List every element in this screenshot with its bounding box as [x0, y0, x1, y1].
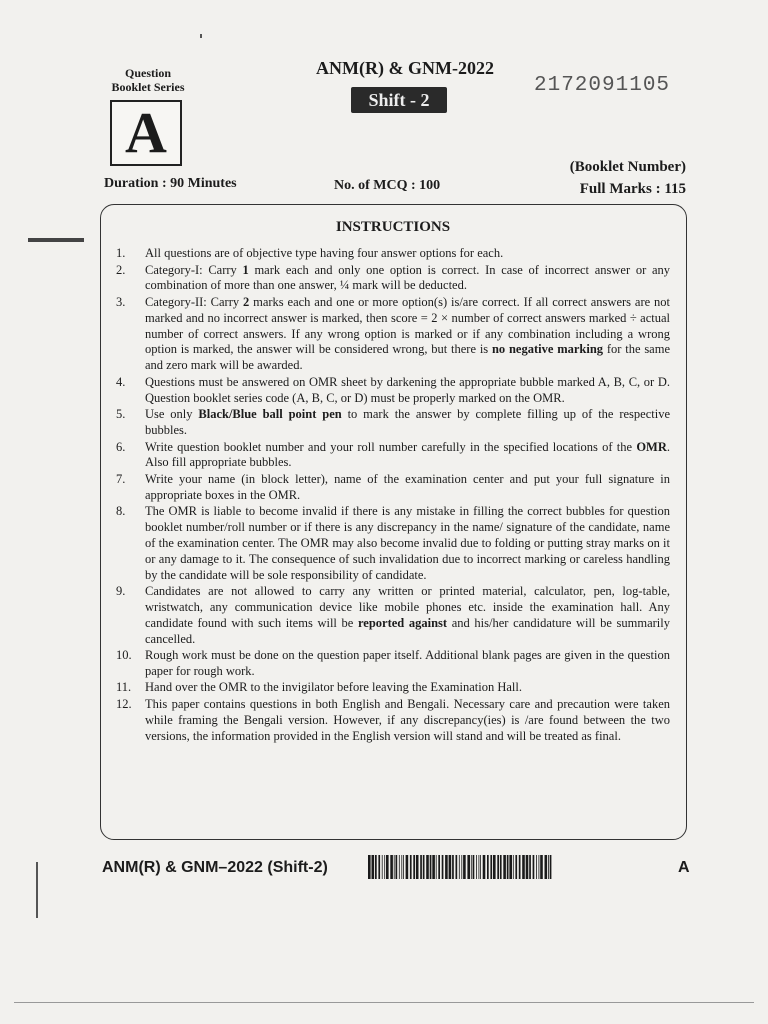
barcode-bar — [413, 855, 415, 879]
barcode-bar — [519, 855, 521, 879]
barcode-bar — [545, 855, 548, 879]
barcode-bar — [476, 855, 477, 879]
barcode-bar — [550, 855, 552, 879]
barcode-bar — [399, 855, 400, 879]
series-label-line2: Booklet Series — [111, 80, 185, 94]
full-marks: Full Marks : 115 — [579, 181, 686, 197]
barcode-bar — [423, 855, 425, 879]
barcode-bar — [432, 855, 435, 879]
barcode-bar — [467, 855, 470, 879]
instructions-list — [116, 246, 670, 744]
barcode-bar — [540, 855, 543, 879]
barcode-bar — [445, 855, 448, 879]
barcode-bar — [479, 855, 480, 879]
footer-title: ANM(R) & GNM–2022 (Shift-2) — [102, 859, 328, 876]
barcode-bar — [493, 855, 496, 879]
instruction-emphasis: reported against — [357, 615, 448, 630]
barcode-bar — [503, 855, 506, 879]
instruction-text: Rough work must be done on the question paper itself. Additional blank pages are given in the question paper for rough work. — [145, 648, 670, 678]
instruction-number: 3. — [116, 294, 126, 309]
instruction-text: The OMR is liable to become invalid if there is any mistake in filling the correct bubbles for question booklet number/roll number or if there is any discrepancy in the name/ signature of the candidate, name of the examination center. The OMR may also become invalid due to folding or putting stray marks on it or any damage to it. The consequence of such invalidation due to incorrect marking or careless handling by the candidate will be sole responsibility of candidate. — [145, 504, 670, 582]
instruction-text: Use only — [145, 407, 199, 422]
barcode-icon — [368, 855, 552, 879]
barcode-bar — [372, 855, 375, 879]
barcode-bar — [449, 855, 452, 879]
instruction-text: Category-I: Carry — [145, 262, 243, 277]
barcode-bar — [536, 855, 537, 879]
scan-speck — [200, 34, 202, 38]
barcode-bar — [384, 855, 385, 879]
series-letter-box: A — [110, 100, 182, 166]
instruction-emphasis: no negative marking — [491, 342, 604, 357]
instruction-item — [116, 504, 670, 583]
barcode-bar — [420, 855, 422, 879]
instruction-item — [116, 246, 670, 262]
barcode-bar — [396, 855, 398, 879]
instruction-item — [116, 680, 670, 696]
instruction-item — [116, 295, 670, 374]
mcq-count: No. of MCQ : 100 — [334, 178, 441, 193]
barcode-bar — [509, 855, 512, 879]
barcode-bar — [522, 855, 525, 879]
barcode-bar — [368, 855, 371, 879]
series-label — [100, 66, 196, 94]
barcode-bar — [515, 855, 517, 879]
barcode-bar — [480, 855, 481, 879]
barcode-bar — [529, 855, 531, 879]
barcode-bar — [436, 855, 437, 879]
barcode-bar — [386, 855, 389, 879]
instruction-text: Category-II: Carry — [145, 294, 243, 309]
barcode-bar — [497, 855, 499, 879]
footer-series-letter: A — [678, 859, 690, 876]
barcode-bar — [463, 855, 466, 879]
instruction-number: 11. — [116, 680, 132, 695]
booklet-number: 2172091105 — [534, 74, 671, 97]
barcode-bar — [548, 855, 549, 879]
series-label-line1: Question — [124, 66, 171, 80]
instruction-text: Candidates are not allowed to carry any written or printed material, calculator, pen, log-table, wristwatch, any communication device like mobile phones etc. inside the examination hall. Any candidate found with such items will be — [145, 584, 670, 630]
instruction-text: to mark the answer by complete filling up of the respective bubbles. — [145, 407, 670, 437]
instruction-number: 6. — [116, 439, 126, 454]
instruction-item — [116, 648, 670, 680]
scan-margin-mark — [28, 238, 84, 242]
instruction-item — [116, 440, 670, 472]
instruction-text: All questions are of objective type having four answer options for each. — [145, 246, 504, 260]
instruction-text: Write your name (in block letter), name of the examination center and put your full signature in appropriate boxes in the OMR. — [145, 471, 670, 502]
instruction-number: 9. — [116, 584, 126, 599]
instruction-text: Write question booklet number and your roll number carefully in the specified locations of the — [145, 439, 637, 454]
barcode-bar — [438, 855, 440, 879]
barcode-bar — [401, 855, 402, 879]
instruction-number: 1. — [116, 246, 126, 260]
instructions-box — [100, 204, 687, 840]
instruction-number: 5. — [116, 407, 126, 422]
barcode-bar — [459, 855, 460, 879]
instruction-number: 4. — [116, 374, 126, 389]
instructions-heading: INSTRUCTIONS — [335, 219, 451, 235]
barcode-bar — [500, 855, 502, 879]
instruction-text: This paper contains questions in both English and Bengali. Necessary care and precaution were taken while framing the Bengali version. However, if any discrepancy(ies) is /are found between the two versions, the information provided in the English version will stand and will be treated as final. — [145, 697, 670, 743]
shift-badge: Shift - 2 — [351, 87, 447, 113]
barcode-bar — [539, 855, 540, 879]
barcode-bar — [410, 855, 412, 879]
barcode-bar — [375, 855, 377, 879]
scan-scratch — [36, 862, 38, 918]
instruction-number: 2. — [116, 262, 126, 277]
instruction-item — [116, 472, 670, 504]
booklet-number-label: (Booklet Number) — [569, 159, 686, 175]
barcode-bar — [394, 855, 395, 879]
barcode-bar — [490, 855, 492, 879]
barcode-bar — [430, 855, 432, 879]
barcode-bar — [456, 855, 458, 879]
instruction-emphasis: Black/Blue ball point pen — [198, 407, 342, 422]
instruction-item — [116, 263, 670, 295]
instruction-text: marks each and one or more option(s) is/are correct. If all correct answers are not marked and no incorrect answer is marked, then score = 2 × number of correct answers marked ÷ actual number of correct answers. If any wrong option is marked or if any combination including a wrong option is marked, the answer will be considered wrong, but there is — [145, 294, 670, 357]
barcode-bar — [513, 855, 514, 879]
barcode-bar — [426, 855, 429, 879]
barcode-bar — [452, 855, 454, 879]
instruction-item — [116, 407, 670, 439]
barcode-bar — [487, 855, 489, 879]
barcode-bar — [403, 855, 404, 879]
instruction-text: mark each and only one option is correct. In case of incorrect answer or any combination of more than one answer, ¼ mark will be deducted. — [145, 262, 671, 293]
instruction-text: and his/her candidature will be summarily cancelled. — [145, 615, 670, 646]
instruction-number: 8. — [116, 504, 126, 519]
barcode-bar — [378, 855, 380, 879]
barcode-bar — [442, 855, 444, 879]
instruction-text: Hand over the OMR to the invigilator before leaving the Examination Hall. — [145, 680, 522, 695]
instruction-number: 12. — [116, 697, 132, 712]
barcode-bar — [526, 855, 529, 879]
barcode-bar — [461, 855, 462, 879]
barcode-bar — [471, 855, 472, 879]
instruction-item — [116, 375, 670, 407]
instruction-number: 10. — [116, 648, 132, 663]
barcode-bar — [390, 855, 393, 879]
barcode-bar — [473, 855, 475, 879]
duration: Duration : 90 Minutes — [104, 176, 237, 191]
instruction-emphasis: 1 — [242, 262, 249, 277]
instruction-text: . Also fill appropriate bubbles. — [145, 439, 670, 470]
barcode-bar — [406, 855, 409, 879]
instruction-emphasis: OMR — [636, 439, 667, 454]
instruction-emphasis: 2 — [243, 294, 250, 309]
page-edge-line — [14, 1002, 754, 1003]
instruction-text: for the same and zero mark will be awarded. — [145, 342, 671, 373]
instruction-item — [116, 584, 670, 647]
barcode-bar — [483, 855, 486, 879]
barcode-bar — [416, 855, 419, 879]
barcode-bar — [382, 855, 383, 879]
barcode-bar — [507, 855, 509, 879]
instruction-item — [116, 697, 670, 744]
instruction-number: 7. — [116, 471, 126, 486]
exam-title: ANM(R) & GNM-2022 — [316, 58, 494, 78]
instruction-text: Questions must be answered on OMR sheet by darkening the appropriate bubble marked A, B, C, or D. Question booklet series code (A, B, C, or D) must be properly marked on the OMR. — [145, 374, 670, 405]
barcode-bar — [533, 855, 535, 879]
